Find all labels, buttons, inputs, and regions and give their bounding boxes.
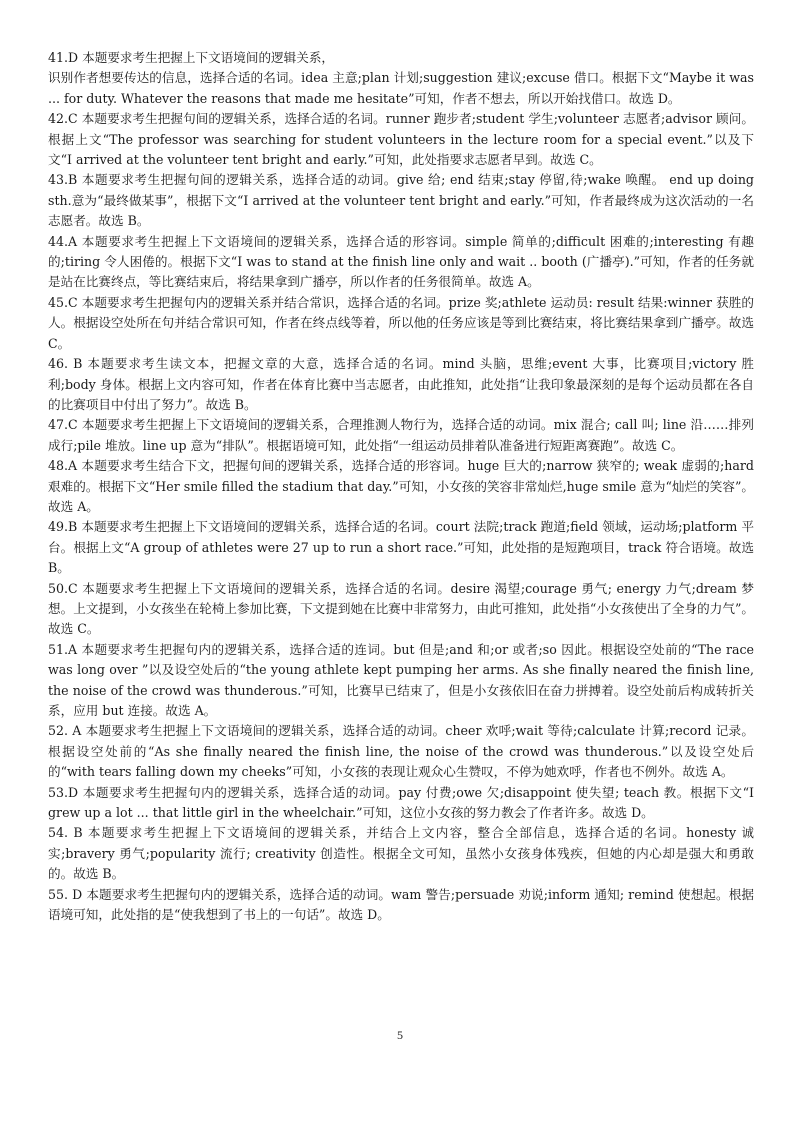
- answer-text: 52. A 本题要求考生把握上下文语境间的逻辑关系，选择合适的动词。cheer 欢呼;wait 等待;calculate 计算;record 记录。根据设空处前的“As she finally neared the finish line, the noise of the crowd was thunderous.”以及设空处后的“with tears falling down my cheeks”可知，小女孩的表现让观众心生赞叹，不停为她欢呼，作者也不例外。故选 A。: [48, 723, 754, 780]
- answer-explanations: [48, 48, 754, 925]
- answer-item: [48, 517, 754, 578]
- answer-text: 42.C 本题要求考生把握句间的逻辑关系，选择合适的名词。runner 跑步者;student 学生;volunteer 志愿者;advisor 顾问。根据上文“The professor was searching for student volunteers in the lecture room for a special event.”以及下文“I arrived at the volunteer tent bright and early.”可知，此处指要求志愿者早到。故选 C。: [48, 111, 754, 168]
- answer-text: 50.C 本题要求考生把握上下文语境间的逻辑关系，选择合适的名词。desire 渴望;courage 勇气; energy 力气;dream 梦想。上文提到，小女孩坐在轮椅上参加比赛，下文提到她在比赛中非常努力，由此可推知，此处指“小女孩使出了全身的力气”。故选 C。: [48, 580, 754, 637]
- answer-text: 49.B 本题要求考生把握上下文语境间的逻辑关系，选择合适的名词。court 法院;track 跑道;field 领域，运动场;platform 平台。根据上文“A group of athletes were 27 up to run a short race.”可知，此处指的是短跑项目，track 符合语境。故选 B。: [48, 519, 754, 576]
- answer-text: 53.D 本题要求考生把握句内的逻辑关系，选择合适的动词。pay 付费;owe 欠;disappoint 使失望; teach 教。根据下文“I grew up a lot ... that little girl in the wheelchair.”可知，这位小女孩的努力教会了作者许多。故选 D。: [48, 784, 754, 821]
- answer-text: 识别作者想要传达的信息，选择合适的名词。idea 主意;plan 计划;suggestion 建议;excuse 借口。根据下文“Maybe it was ... for duty. Whatever the reasons that made me hesitate”可知，作者不想去，所以开始找借口。故选 D。: [48, 70, 754, 106]
- answer-text: 54. B 本题要求考生把握上下文语境间的逻辑关系，并结合上文内容，整合全部信息，选择合适的名词。honesty 诚实;bravery 勇气;popularity 流行; creativity 创造性。根据全文可知，虽然小女孩身体残疾，但她的内心却是强大和勇敢的。故选 B。: [48, 825, 754, 882]
- answer-item: [48, 109, 754, 170]
- answer-text: 41.D 本题要求考生把握上下文语境间的逻辑关系，: [48, 50, 335, 65]
- answer-item: [48, 721, 754, 782]
- answer-text: 51.A 本题要求考生把握句内的逻辑关系，选择合适的连词。but 但是;and 和;or 或者;so 因此。根据设空处前的“The race was long over ”以及设空处后的“the young athlete kept pumping her arms. As she finally neared the finish line, the noise of the crowd was thunderous.”可知，比赛早已结束了，但是小女孩依旧在奋力拼搏着。设空处前后构成转折关系，应用 but 连接。故选 A。: [48, 641, 754, 718]
- answer-text: 43.B 本题要求考生把握句间的逻辑关系，选择合适的动词。give 给; end 结束;stay 停留,待;wake 唤醒。 end up doing sth.意为“最终做某事”，根据下文“I arrived at the volunteer tent bright and early.”可知，作者最终成为这次活动的一名志愿者。故选 B。: [48, 172, 754, 229]
- answer-item: [48, 48, 754, 109]
- answer-item: [48, 354, 754, 415]
- answer-text: 55. D 本题要求考生把握句内的逻辑关系，选择合适的动词。wam 警告;persuade 劝说;inform 通知; remind 使想起。根据语境可知，此处指的是“使我想到了书上的一句话”。故选 D。: [48, 886, 754, 923]
- answer-text: 46. B 本题要求考生读文本，把握文章的大意，选择合适的名词。mind 头脑，思维;event 大事，比赛项目;victory 胜利;body 身体。根据上文内容可知，作者在体育比赛中当志愿者，由此推知，此处指“让我印象最深刻的是每个运动员都在各自的比赛项目中付出了努力”。故选 B。: [48, 356, 754, 412]
- answer-item: [48, 579, 754, 640]
- answer-item: [48, 885, 754, 926]
- answer-item: [48, 823, 754, 884]
- answer-item: [48, 232, 754, 293]
- page-number: 5: [397, 1028, 403, 1042]
- answer-text: 44.A 本题要求考生把握上下文语境间的逻辑关系，选择合适的形容词。simple 简单的;difficult 困难的;interesting 有趣的;tiring 令人困倦的。根据下文“I was to stand at the finish line only and wait .. booth (广播亭).”可知，作者的任务就是站在比赛终点，等比赛结束后，将结果拿到广播亭，所以作者的任务很简单。故选 A。: [48, 233, 754, 290]
- answer-text: 47.C 本题要求考生把握上下文语境间的逻辑关系，合理推测人物行为，选择合适的动词。mix 混合; call 叫; line 沿……排列成行;pile 堆放。line up 意为“排队”。根据语境可知，此处指“一组运动员排着队准备进行短距离赛跑”。故选 C。: [48, 417, 754, 453]
- answer-item: [48, 640, 754, 722]
- answer-item: [48, 293, 754, 354]
- answer-text: 45.C 本题要求考生把握句内的逻辑关系并结合常识，选择合适的名词。prize 奖;athlete 运动员: result 结果:winner 获胜的人。根据设空处所在句并结合常识可知，作者在终点线等着，所以他的任务应该是等到比赛结束，将比赛结果拿到广播亭。故选 C。: [48, 294, 754, 351]
- answer-item: [48, 783, 754, 824]
- answer-text: 48.A 本题要求考生结合下文，把握句间的逻辑关系，选择合适的形容词。huge 巨大的;narrow 狭窄的; weak 虚弱的;hard 艰难的。根据下文“Her smile filled the stadium that day.”可知，小女孩的笑容非常灿烂,huge smile 意为“灿烂的笑容”。故选 A。: [48, 458, 754, 514]
- answer-item: [48, 415, 754, 456]
- answer-item: [48, 456, 754, 517]
- answer-item: [48, 170, 754, 231]
